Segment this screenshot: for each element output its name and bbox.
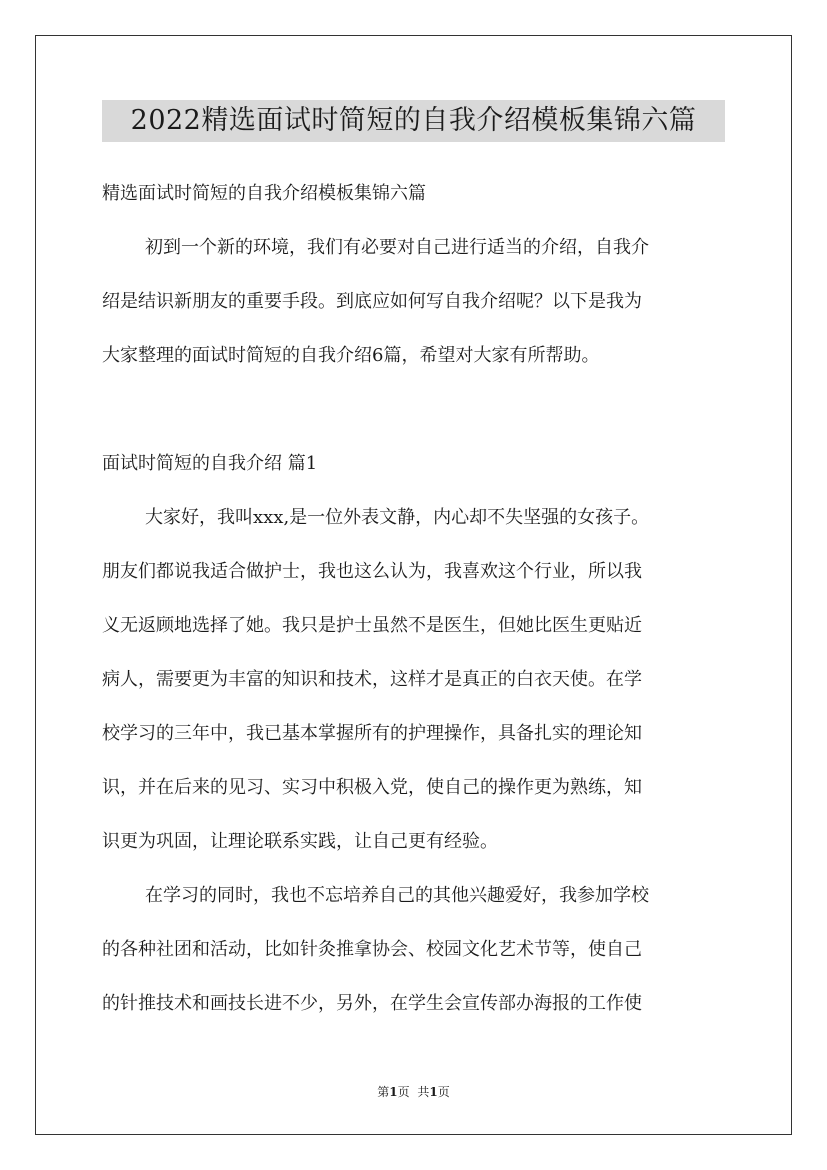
section-heading: 面试时简短的自我介绍 篇1 (102, 453, 318, 474)
document-title: 2022精选面试时简短的自我介绍模板集锦六篇 (102, 100, 725, 142)
page-footer (0, 1084, 827, 1100)
total-suffix: 页 (437, 1085, 450, 1099)
paragraph-line: 的针推技术和画技长进不少，另外，在学生会宣传部办海报的工作使 (102, 993, 642, 1014)
paragraph-line: 识更为巩固，让理论联系实践，让自己更有经验。 (102, 831, 498, 852)
paragraph-line: 大家好，我叫xxx,是一位外表文静，内心却不失坚强的女孩子。 (145, 507, 650, 528)
intro-line: 初到一个新的环境，我们有必要对自己进行适当的介绍，自我介 (145, 237, 649, 258)
paragraph-line: 病人，需要更为丰富的知识和技术，这样才是真正的白衣天使。在学 (102, 669, 642, 690)
page-number: 1 (389, 1085, 398, 1099)
total-pages: 1 (429, 1085, 438, 1099)
paragraph-line: 在学习的同时，我也不忘培养自己的其他兴趣爱好，我参加学校 (145, 885, 649, 906)
paragraph-line: 识，并在后来的见习、实习中积极入党，使自己的操作更为熟练，知 (102, 777, 642, 798)
paragraph-line: 校学习的三年中，我已基本掌握所有的护理操作，具备扎实的理论知 (102, 723, 642, 744)
intro-line: 大家整理的面试时简短的自我介绍6篇，希望对大家有所帮助。 (102, 345, 600, 366)
total-prefix: 共 (417, 1085, 430, 1099)
paragraph-line: 义无返顾地选择了她。我只是护士虽然不是医生，但她比医生更贴近 (102, 615, 642, 636)
paragraph-line: 朋友们都说我适合做护士，我也这么认为，我喜欢这个行业，所以我 (102, 561, 642, 582)
page-prefix: 第 (377, 1085, 390, 1099)
page-suffix: 页 (397, 1085, 410, 1099)
paragraph-line: 的各种社团和活动，比如针灸推拿协会、校园文化艺术节等，使自己 (102, 939, 642, 960)
document-subtitle: 精选面试时简短的自我介绍模板集锦六篇 (102, 183, 426, 204)
intro-line: 绍是结识新朋友的重要手段。到底应如何写自我介绍呢？以下是我为 (102, 291, 642, 312)
